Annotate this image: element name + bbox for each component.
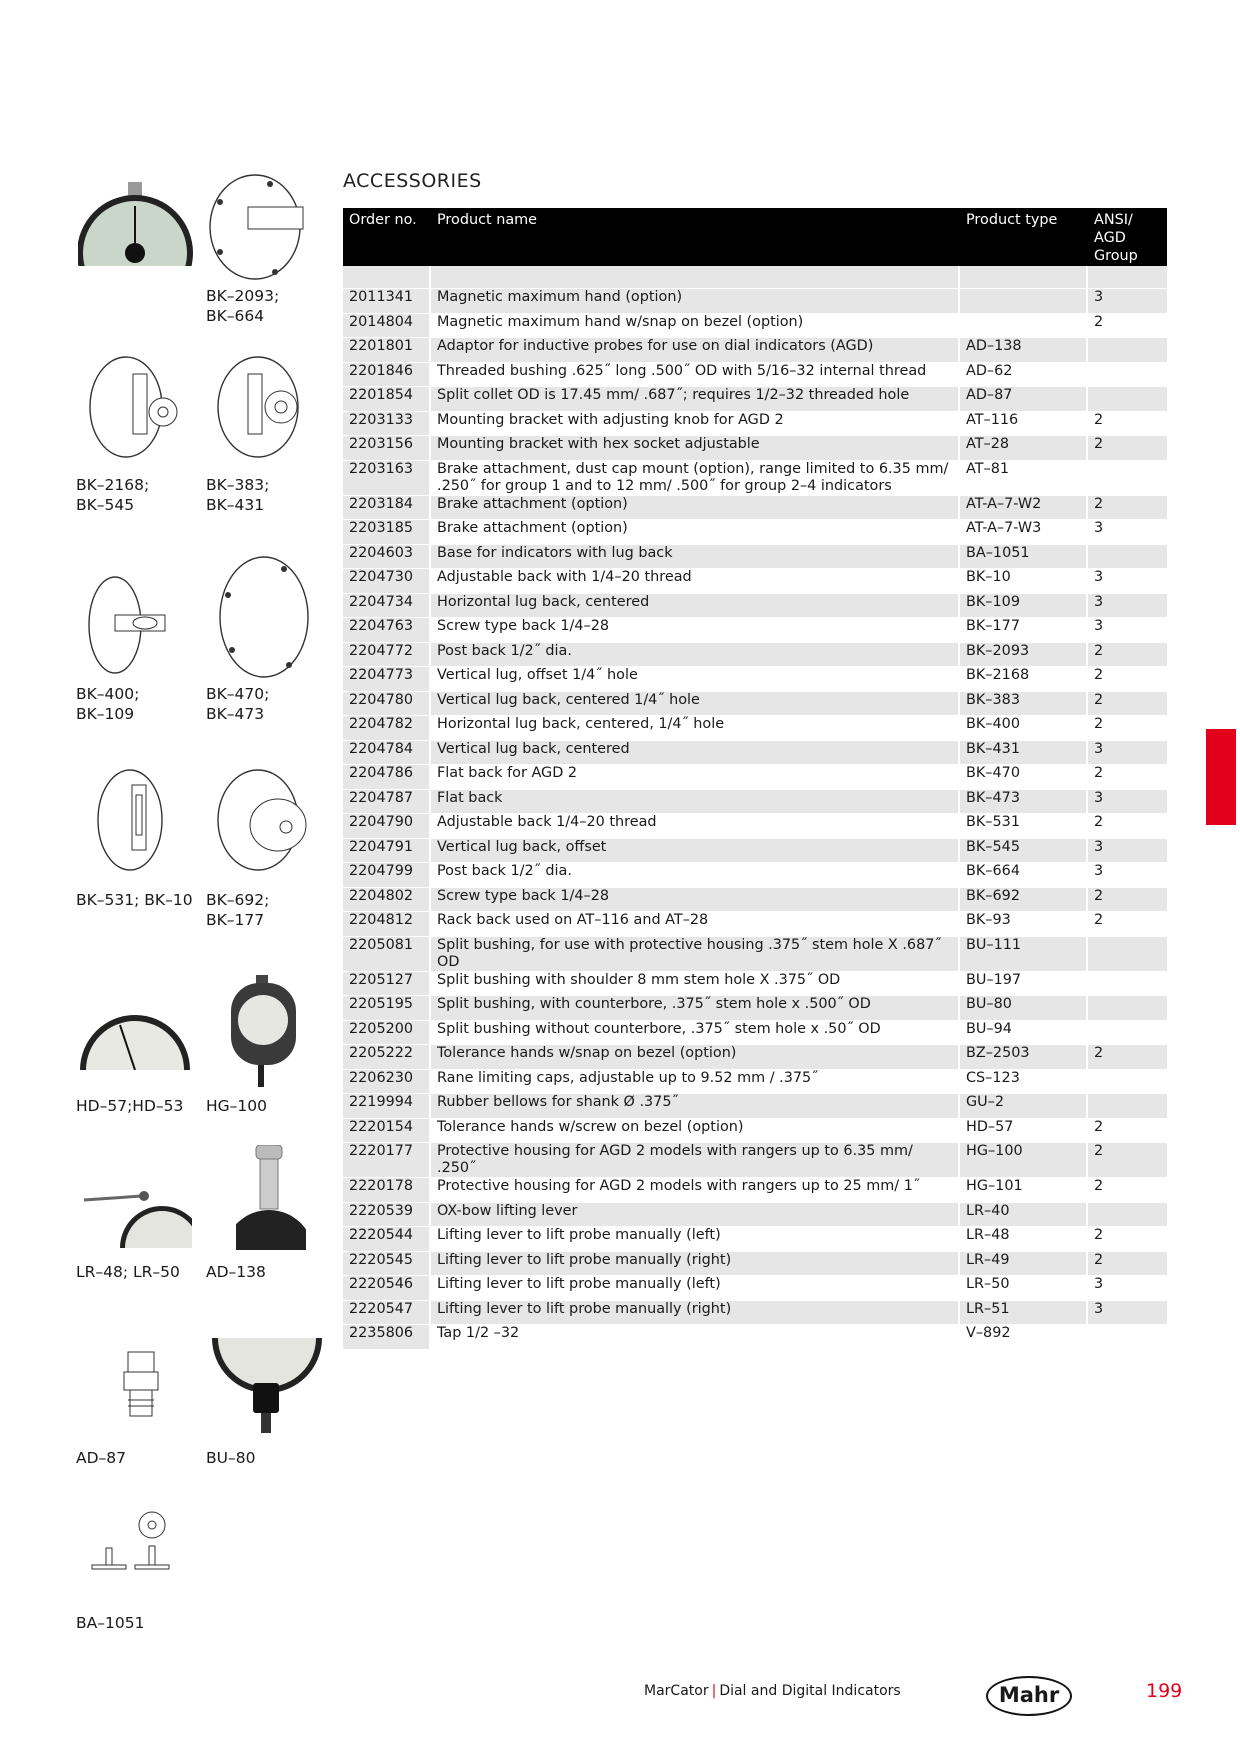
table-row [343, 363, 1167, 388]
cell-product-type: BK–664 [960, 863, 1088, 888]
caption-ad-87: AD–87 [76, 1449, 127, 1467]
caption-bk-2168: BK–2168; BK–545 [76, 476, 150, 514]
cell-agd-group: 2 [1088, 888, 1167, 913]
dial-indicator-image [78, 178, 198, 266]
table-row [343, 545, 1167, 570]
cell-order-no: 2204782 [343, 716, 431, 741]
cell-order-no: 2219994 [343, 1094, 431, 1119]
cell-product-type: HD–57 [960, 1119, 1088, 1144]
cell-product-name: Brake attachment (option) [431, 496, 960, 521]
caption-hd-57: HD–57;HD–53 [76, 1097, 184, 1115]
cell-product-name: Split bushing, with counterbore, .375˝ stem hole x .500˝ OD [431, 996, 960, 1021]
cell-product-type: BK–470 [960, 765, 1088, 790]
cell-product-type: BK–545 [960, 839, 1088, 864]
cell-order-no: 2205081 [343, 937, 431, 972]
cell-agd-group: 2 [1088, 314, 1167, 339]
cell-order-no: 2201846 [343, 363, 431, 388]
cell-product-type: BZ–2503 [960, 1045, 1088, 1070]
cell-product-name: Post back 1/2˝ dia. [431, 643, 960, 668]
cell-order-no: 2220544 [343, 1227, 431, 1252]
cell-agd-group: 2 [1088, 1143, 1167, 1178]
cell-product-name: Base for indicators with lug back [431, 545, 960, 570]
cell-order-no: 2203163 [343, 461, 431, 496]
cell-agd-group: 2 [1088, 1227, 1167, 1252]
cell-order-no: 2204786 [343, 765, 431, 790]
header-product-type: Product type [960, 208, 1088, 266]
cell-product-type [960, 314, 1088, 339]
cell-product-name: Vertical lug back, centered [431, 741, 960, 766]
cell-product-type: BK–473 [960, 790, 1088, 815]
cell-product-type: BK–531 [960, 814, 1088, 839]
table-row [343, 1021, 1167, 1046]
cell-product-name: Horizontal lug back, centered [431, 594, 960, 619]
vertical-lug-back-centered-drawing [206, 352, 321, 467]
cell-product-type: BU–94 [960, 1021, 1088, 1046]
cell-order-no: 2204812 [343, 912, 431, 937]
cell-product-name: Split collet OD is 17.45 mm/ .687˝; requires 1/2–32 threaded hole [431, 387, 960, 412]
cell-agd-group: 2 [1088, 1119, 1167, 1144]
screw-type-back-drawing [208, 765, 328, 880]
caption-bu-80: BU–80 [206, 1449, 256, 1467]
table-row [343, 863, 1167, 888]
cell-product-name: Vertical lug back, centered 1/4˝ hole [431, 692, 960, 717]
cell-product-name: Magnetic maximum hand (option) [431, 289, 960, 314]
cell-product-type: LR–50 [960, 1276, 1088, 1301]
table-row [343, 436, 1167, 461]
table-row [343, 790, 1167, 815]
cell-product-type: BK–177 [960, 618, 1088, 643]
cell-product-name: Rack back used on AT–116 and AT–28 [431, 912, 960, 937]
table-row [343, 1276, 1167, 1301]
cell-agd-group: 2 [1088, 1252, 1167, 1277]
caption-hg-100: HG–100 [206, 1097, 268, 1115]
cell-product-type: BU–197 [960, 972, 1088, 997]
cell-product-type: AT–116 [960, 412, 1088, 437]
cell-product-name: Tolerance hands w/snap on bezel (option) [431, 1045, 960, 1070]
cell-agd-group: 3 [1088, 790, 1167, 815]
table-row [343, 387, 1167, 412]
cell-product-type: LR–49 [960, 1252, 1088, 1277]
footer [644, 1683, 901, 1699]
cell-product-type: AD–138 [960, 338, 1088, 363]
cell-agd-group: 2 [1088, 667, 1167, 692]
cell-product-type: HG–100 [960, 1143, 1088, 1178]
cell-product-name: OX-bow lifting lever [431, 1203, 960, 1228]
caption-ba-1051: BA–1051 [76, 1614, 145, 1632]
caption-lr-48: LR–48; LR–50 [76, 1263, 180, 1281]
cell-product-name: Adaptor for inductive probes for use on dial indicators (AGD) [431, 338, 960, 363]
cell-order-no: 2201801 [343, 338, 431, 363]
cell-agd-group: 3 [1088, 520, 1167, 545]
cell-agd-group [1088, 461, 1167, 496]
cell-agd-group: 3 [1088, 289, 1167, 314]
cell-order-no: 2204799 [343, 863, 431, 888]
post-back-drawing [200, 172, 330, 280]
page-number: 199 [1146, 1680, 1183, 1702]
cell-agd-group: 3 [1088, 863, 1167, 888]
caption-ad-138: AD–138 [206, 1263, 266, 1281]
adjustable-back-drawing [80, 765, 190, 880]
lifting-lever-image [82, 1168, 192, 1248]
cell-agd-group: 3 [1088, 1301, 1167, 1326]
cell-agd-group [1088, 363, 1167, 388]
cell-product-type: BU–80 [960, 996, 1088, 1021]
table-row [343, 1301, 1167, 1326]
protective-housing-image [226, 975, 301, 1090]
cell-product-name: Lifting lever to lift probe manually (right) [431, 1252, 960, 1277]
header-order-no: Order no. [343, 208, 431, 266]
table-row [343, 520, 1167, 545]
section-title: ACCESSORIES [343, 170, 482, 192]
cell-agd-group: 2 [1088, 1178, 1167, 1203]
table-row [343, 839, 1167, 864]
table-row [343, 814, 1167, 839]
table-row [343, 912, 1167, 937]
caption-bk-2093: BK–2093; BK–664 [206, 287, 280, 325]
cell-product-name: Lifting lever to lift probe manually (right) [431, 1301, 960, 1326]
adaptor-image [236, 1145, 306, 1250]
cell-product-name: Lifting lever to lift probe manually (left) [431, 1227, 960, 1252]
cell-product-type: AD–62 [960, 363, 1088, 388]
footer-separator: | [711, 1683, 717, 1699]
table-row [343, 667, 1167, 692]
cell-product-type: BK–400 [960, 716, 1088, 741]
cell-product-name: Flat back [431, 790, 960, 815]
cell-order-no: 2204730 [343, 569, 431, 594]
cell-order-no: 2204784 [343, 741, 431, 766]
table-row [343, 1252, 1167, 1277]
cell-product-name: Mounting bracket with adjusting knob for AGD 2 [431, 412, 960, 437]
cell-product-name: Lifting lever to lift probe manually (left) [431, 1276, 960, 1301]
table-row [343, 888, 1167, 913]
cell-product-name: Split bushing with shoulder 8 mm stem hole X .375˝ OD [431, 972, 960, 997]
cell-product-name: Protective housing for AGD 2 models with rangers up to 25 mm/ 1˝ [431, 1178, 960, 1203]
cell-order-no: 2220539 [343, 1203, 431, 1228]
table-spacer-row [343, 266, 1167, 289]
cell-product-type: AT–81 [960, 461, 1088, 496]
cell-product-name: Rubber bellows for shank Ø .375˝ [431, 1094, 960, 1119]
cell-product-name: Mounting bracket with hex socket adjustable [431, 436, 960, 461]
cell-order-no: 2204780 [343, 692, 431, 717]
cell-agd-group [1088, 937, 1167, 972]
table-row [343, 1178, 1167, 1203]
cell-product-name: Protective housing for AGD 2 models with rangers up to 6.35 mm/ .250˝ [431, 1143, 960, 1178]
cell-order-no: 2014804 [343, 314, 431, 339]
cell-product-name: Adjustable back 1/4–20 thread [431, 814, 960, 839]
cell-order-no: 2011341 [343, 289, 431, 314]
cell-agd-group: 2 [1088, 436, 1167, 461]
cell-order-no: 2203133 [343, 412, 431, 437]
cell-product-type: BA–1051 [960, 545, 1088, 570]
table-row [343, 618, 1167, 643]
cell-product-type: AT-A–7-W2 [960, 496, 1088, 521]
cell-agd-group: 2 [1088, 1045, 1167, 1070]
table-row [343, 496, 1167, 521]
cell-agd-group [1088, 1021, 1167, 1046]
table-row [343, 643, 1167, 668]
cell-agd-group: 3 [1088, 594, 1167, 619]
cell-product-name: Horizontal lug back, centered, 1/4˝ hole [431, 716, 960, 741]
cell-order-no: 2205200 [343, 1021, 431, 1046]
table-row [343, 1325, 1167, 1350]
cell-product-type: AD–87 [960, 387, 1088, 412]
cell-product-name: Screw type back 1/4–28 [431, 888, 960, 913]
cell-agd-group [1088, 1094, 1167, 1119]
cell-agd-group: 2 [1088, 765, 1167, 790]
cell-product-type: BU–111 [960, 937, 1088, 972]
table-row [343, 1119, 1167, 1144]
cell-product-type: BK–692 [960, 888, 1088, 913]
cell-agd-group: 3 [1088, 1276, 1167, 1301]
cell-order-no: 2204734 [343, 594, 431, 619]
footer-brand: MarCator [644, 1683, 709, 1699]
table-row [343, 1227, 1167, 1252]
cell-order-no: 2205127 [343, 972, 431, 997]
table-row [343, 937, 1167, 972]
cell-order-no: 2220546 [343, 1276, 431, 1301]
cell-order-no: 2220178 [343, 1178, 431, 1203]
accessories-table [343, 208, 1167, 1350]
cell-product-type: HG–101 [960, 1178, 1088, 1203]
cell-product-type: BK–2168 [960, 667, 1088, 692]
table-row [343, 765, 1167, 790]
cell-agd-group: 2 [1088, 692, 1167, 717]
cell-agd-group: 3 [1088, 741, 1167, 766]
vertical-lug-back-drawing [78, 352, 188, 467]
cell-agd-group [1088, 972, 1167, 997]
header-product-name: Product name [431, 208, 960, 266]
cell-product-name: Vertical lug back, offset [431, 839, 960, 864]
cell-product-type: LR–48 [960, 1227, 1088, 1252]
cell-order-no: 2203156 [343, 436, 431, 461]
cell-product-name: Vertical lug, offset 1/4˝ hole [431, 667, 960, 692]
cell-product-name: Screw type back 1/4–28 [431, 618, 960, 643]
table-header-row [343, 208, 1167, 266]
cell-order-no: 2201854 [343, 387, 431, 412]
table-row [343, 716, 1167, 741]
cell-product-name: Brake attachment, dust cap mount (option), range limited to 6.35 mm/ .250˝ for group 1 and to 12 mm/ .500˝ for group 2–4 indicators [431, 461, 960, 496]
table-row [343, 569, 1167, 594]
cell-product-name: Threaded bushing .625˝ long .500˝ OD with 5/16–32 internal thread [431, 363, 960, 388]
cell-order-no: 2220547 [343, 1301, 431, 1326]
table-row [343, 1203, 1167, 1228]
table-row [343, 412, 1167, 437]
cell-agd-group: 3 [1088, 839, 1167, 864]
cell-product-name: Rane limiting caps, adjustable up to 9.52 mm / .375˝ [431, 1070, 960, 1095]
cell-order-no: 2220177 [343, 1143, 431, 1178]
cell-product-name: Split bushing without counterbore, .375˝ stem hole x .50˝ OD [431, 1021, 960, 1046]
cell-agd-group [1088, 545, 1167, 570]
caption-bk-383: BK–383; BK–431 [206, 476, 270, 514]
cell-agd-group: 3 [1088, 618, 1167, 643]
cell-product-name: Brake attachment (option) [431, 520, 960, 545]
cell-agd-group [1088, 1203, 1167, 1228]
cell-product-type: AT–28 [960, 436, 1088, 461]
cell-product-type [960, 289, 1088, 314]
tolerance-hands-image [80, 1000, 190, 1070]
caption-bk-400: BK–400; BK–109 [76, 685, 140, 723]
table-row [343, 741, 1167, 766]
base-drawing [80, 1510, 200, 1595]
cell-product-type: BK–431 [960, 741, 1088, 766]
cell-product-name: Tolerance hands w/screw on bezel (option) [431, 1119, 960, 1144]
cell-product-type: LR–51 [960, 1301, 1088, 1326]
table-row [343, 1070, 1167, 1095]
section-tab-marker [1206, 729, 1236, 825]
header-agd-group: ANSI/ AGD Group [1088, 208, 1167, 266]
cell-agd-group: 2 [1088, 412, 1167, 437]
cell-order-no: 2203185 [343, 520, 431, 545]
caption-bk-692: BK–692; BK–177 [206, 891, 270, 929]
cell-agd-group [1088, 1325, 1167, 1350]
cell-order-no: 2206230 [343, 1070, 431, 1095]
caption-bk-531: BK–531; BK–10 [76, 891, 193, 909]
cell-agd-group [1088, 338, 1167, 363]
split-collet-drawing [78, 1340, 198, 1440]
cell-agd-group: 2 [1088, 912, 1167, 937]
mahr-logo: Mahr [986, 1676, 1072, 1716]
table-row [343, 338, 1167, 363]
table-row [343, 1094, 1167, 1119]
cell-product-name: Post back 1/2˝ dia. [431, 863, 960, 888]
cell-order-no: 2204772 [343, 643, 431, 668]
table-row [343, 314, 1167, 339]
table-row [343, 996, 1167, 1021]
table-row [343, 289, 1167, 314]
cell-order-no: 2204790 [343, 814, 431, 839]
footer-title: Dial and Digital Indicators [719, 1683, 901, 1699]
cell-product-name: Adjustable back with 1/4–20 thread [431, 569, 960, 594]
cell-product-type: AT-A–7-W3 [960, 520, 1088, 545]
horizontal-lug-back-drawing [80, 565, 190, 677]
table-row [343, 1143, 1167, 1178]
cell-order-no: 2204787 [343, 790, 431, 815]
cell-agd-group [1088, 996, 1167, 1021]
cell-product-type: GU–2 [960, 1094, 1088, 1119]
cell-product-type: BK–2093 [960, 643, 1088, 668]
cell-order-no: 2204763 [343, 618, 431, 643]
table-body [343, 266, 1167, 1350]
flat-back-drawing [214, 555, 314, 680]
cell-product-type: BK–10 [960, 569, 1088, 594]
cell-agd-group: 2 [1088, 814, 1167, 839]
cell-agd-group: 2 [1088, 716, 1167, 741]
cell-order-no: 2205222 [343, 1045, 431, 1070]
table-row [343, 692, 1167, 717]
cell-agd-group [1088, 1070, 1167, 1095]
cell-product-type: CS–123 [960, 1070, 1088, 1095]
cell-order-no: 2204791 [343, 839, 431, 864]
cell-product-name: Tap 1/2 –32 [431, 1325, 960, 1350]
table-row [343, 1045, 1167, 1070]
table-row [343, 594, 1167, 619]
cell-product-type: BK–383 [960, 692, 1088, 717]
cell-order-no: 2220154 [343, 1119, 431, 1144]
cell-order-no: 2204603 [343, 545, 431, 570]
cell-order-no: 2205195 [343, 996, 431, 1021]
cell-agd-group: 2 [1088, 496, 1167, 521]
cell-order-no: 2204773 [343, 667, 431, 692]
cell-product-type: LR–40 [960, 1203, 1088, 1228]
cell-product-type: BK–93 [960, 912, 1088, 937]
split-bushing-image [210, 1338, 325, 1438]
cell-product-name: Split bushing, for use with protective housing .375˝ stem hole X .687˝ OD [431, 937, 960, 972]
cell-agd-group: 3 [1088, 569, 1167, 594]
cell-product-type: V–892 [960, 1325, 1088, 1350]
cell-product-name: Flat back for AGD 2 [431, 765, 960, 790]
cell-order-no: 2204802 [343, 888, 431, 913]
table-row [343, 972, 1167, 997]
cell-product-type: BK–109 [960, 594, 1088, 619]
cell-order-no: 2235806 [343, 1325, 431, 1350]
cell-product-name: Magnetic maximum hand w/snap on bezel (option) [431, 314, 960, 339]
cell-agd-group: 2 [1088, 643, 1167, 668]
cell-order-no: 2220545 [343, 1252, 431, 1277]
cell-order-no: 2203184 [343, 496, 431, 521]
cell-agd-group [1088, 387, 1167, 412]
caption-bk-470: BK–470; BK–473 [206, 685, 270, 723]
table-row [343, 461, 1167, 496]
